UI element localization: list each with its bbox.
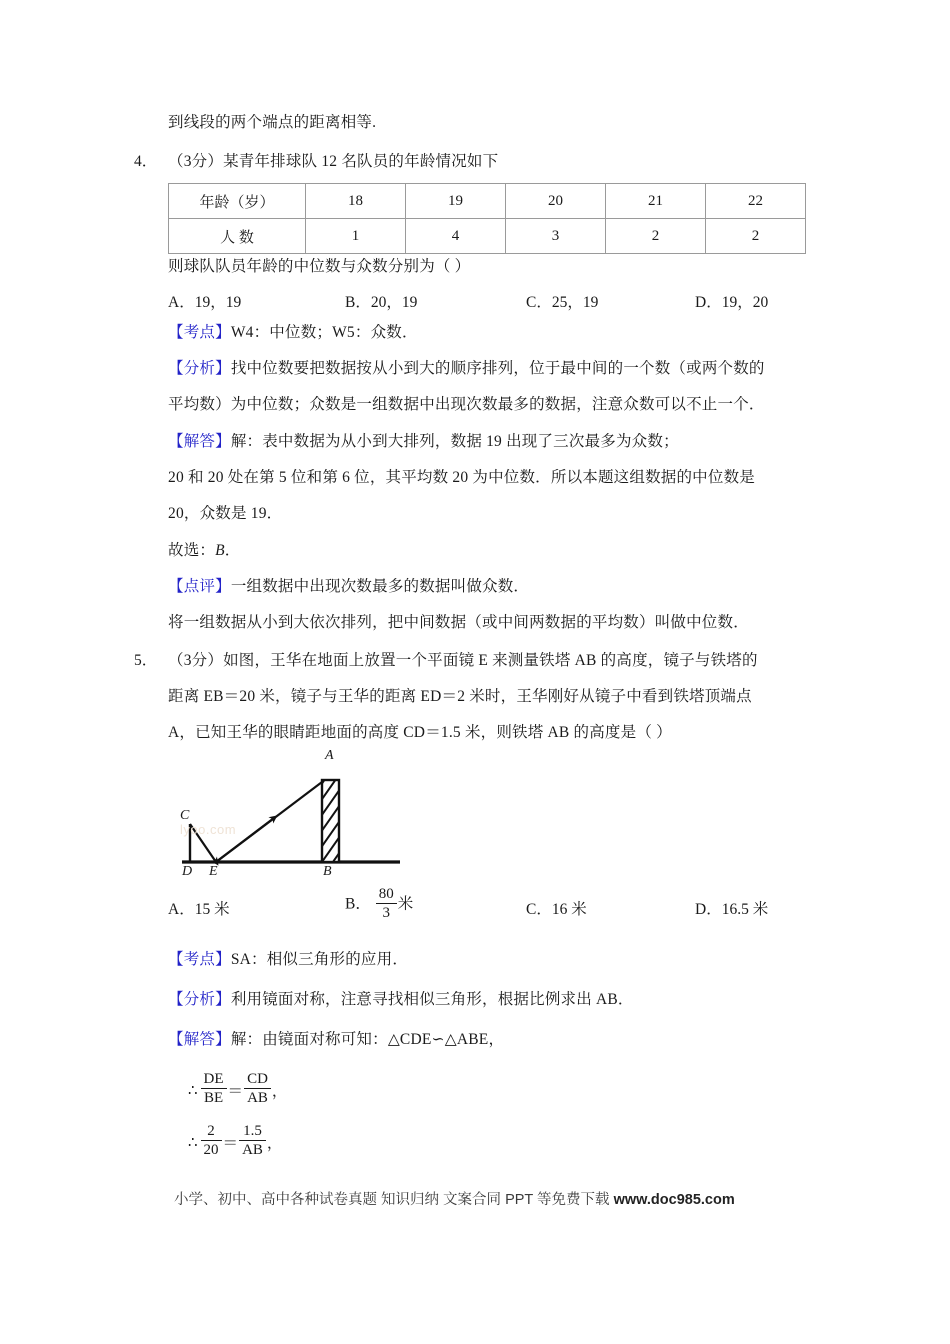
equation-1-right-fraction	[244, 1071, 271, 1107]
question-4-stem-text: 某青年排球队 12 名队员的年龄情况如下	[223, 153, 499, 170]
figure-label-a: A	[325, 748, 334, 763]
choice-b[interactable]	[345, 290, 417, 312]
choice-a-key: A．	[168, 294, 195, 311]
question-4-choices	[168, 290, 868, 314]
age-cell: 20	[506, 184, 606, 219]
figure-watermark: lyoo.com	[180, 822, 237, 837]
dianping-content-1: 一组数据中出现次数最多的数据叫做众数．	[230, 578, 530, 595]
equation-2-relation: ＝	[222, 1135, 239, 1152]
age-cell: 19	[406, 184, 506, 219]
jieda-content: 解：由镜面对称可知：△CDE∽△ABE，	[230, 1031, 505, 1048]
fraction-denominator: AB	[242, 1142, 263, 1158]
kaodian-tag: 【考点】	[168, 324, 231, 341]
choice-b-text: 米	[397, 895, 414, 913]
answer-suffix: ．	[224, 542, 241, 559]
fraction-numerator: 2	[201, 1123, 222, 1141]
footer-text: 小学、初中、高中各种试卷真题 知识归纳 文案合同 PPT 等免费下载	[174, 1192, 610, 1208]
age-cell: 22	[706, 184, 806, 219]
fraction-denominator: 20	[203, 1142, 219, 1158]
count-cell: 1	[306, 219, 406, 254]
equation-1	[188, 1072, 287, 1108]
age-cell: 21	[606, 184, 706, 219]
question-4-dianping-line-2: 将一组数据从小到大依次排列，把中间数据（或中间两数据的平均数）叫做中位数．	[168, 614, 749, 631]
choice-c-key: C．	[526, 294, 552, 311]
count-cell: 2	[606, 219, 706, 254]
fraction-numerator: 80	[376, 886, 397, 904]
question-5-fenxi	[168, 990, 634, 1010]
choice-d-text: 16.5 米	[721, 901, 769, 918]
choice-b-text: 20，19	[370, 294, 418, 311]
choice-d[interactable]	[695, 290, 768, 312]
question-4-jieda-line-2: 20 和 20 处在第 5 位和第 6 位，其平均数 20 为中位数．所以本题这组数据的中位数是	[168, 469, 755, 486]
equation-1-suffix: ，	[271, 1083, 288, 1100]
equation-2-suffix: ，	[266, 1135, 283, 1152]
question-4-number: 4．	[134, 153, 158, 170]
row-header-count: 人 数	[169, 219, 306, 254]
fraction-numerator: DE	[201, 1071, 227, 1089]
fraction-denominator: BE	[203, 1090, 224, 1106]
table-row-counts	[169, 219, 806, 254]
fraction-numerator: 1.5	[239, 1123, 266, 1141]
question-4-jieda-line-3: 20，众数是 19．	[168, 505, 283, 522]
count-cell: 3	[506, 219, 606, 254]
continuation-text: 到线段的两个端点的距离相等.	[168, 114, 377, 131]
equation-1-relation: ＝	[227, 1083, 244, 1100]
fenxi-content-1: 找中位数要把数据按从小到大的顺序排列，位于最中间的一个数（或两个数的	[230, 360, 765, 377]
fenxi-tag: 【分析】	[168, 360, 231, 377]
figure-label-b: B	[323, 864, 332, 879]
question-5-stem-line-3: A，已知王华的眼睛距地面的高度 CD＝1.5 米，则铁塔 AB 的高度是（ ）	[168, 724, 672, 741]
question-5-stem-line-1	[168, 651, 758, 671]
age-cell: 18	[306, 184, 406, 219]
choice-b-key: B．	[345, 895, 371, 913]
choice-b-key: B．	[345, 294, 371, 311]
question-4-stem	[168, 152, 498, 172]
page-footer	[174, 1188, 735, 1209]
count-cell: 4	[406, 219, 506, 254]
therefore-symbol-2: ∴	[188, 1134, 198, 1151]
question-4-prompt: 则球队队员年龄的中位数与众数分别为（ ）	[168, 258, 471, 275]
question-4-answer	[168, 541, 240, 561]
kaodian-content: W4：中位数；W5：众数．	[230, 324, 418, 341]
count-cell: 2	[706, 219, 806, 254]
equation-2-left-fraction	[201, 1123, 222, 1159]
mirror-tower-figure	[178, 748, 428, 900]
kaodian-tag: 【考点】	[168, 951, 231, 968]
question-5-stem-text-1: 如图，王华在地面上放置一个平面镜 E 来测量铁塔 AB 的高度，镜子与铁塔的	[223, 652, 758, 669]
row-header-age: 年龄（岁）	[169, 184, 306, 219]
figure-label-e: E	[209, 864, 218, 879]
question-4-jieda-line-1	[168, 432, 679, 452]
choice-a[interactable]	[168, 897, 230, 919]
age-distribution-table	[168, 183, 806, 254]
kaodian-content: SA：相似三角形的应用．	[230, 951, 409, 968]
jieda-tag: 【解答】	[168, 1031, 231, 1048]
choice-d-key: D．	[695, 901, 722, 918]
question-5-number: 5．	[134, 652, 158, 669]
footer-url[interactable]: www.doc985.com	[613, 1192, 735, 1208]
choice-c-text: 25，19	[551, 294, 599, 311]
fraction-denominator: AB	[247, 1090, 268, 1106]
question-4-kaodian	[168, 323, 418, 343]
table-row-ages	[169, 184, 806, 219]
question-4-dianping-line-1	[168, 577, 529, 597]
figure-label-c: C	[180, 808, 190, 823]
answer-letter: B	[215, 542, 225, 559]
choice-a[interactable]	[168, 290, 241, 312]
tower-ab-shape	[322, 780, 339, 862]
choice-c[interactable]	[526, 290, 598, 312]
choice-d-text: 19，20	[721, 294, 769, 311]
question-4-points: （3分）	[168, 153, 224, 170]
fraction-numerator: CD	[244, 1071, 271, 1089]
equation-2-right-fraction	[239, 1123, 266, 1159]
question-4-fenxi-line-1	[168, 359, 765, 379]
choice-a-text: 15 米	[194, 901, 230, 918]
choice-b[interactable]	[345, 887, 413, 923]
equation-1-left-fraction	[201, 1071, 227, 1107]
question-5-stem-line-2: 距离 EB＝20 米，镜子与王华的距离 ED＝2 米时，王华刚好从镜子中看到铁塔顶端点	[168, 688, 752, 705]
jieda-tag: 【解答】	[168, 433, 231, 450]
choice-d-key: D．	[695, 294, 722, 311]
fenxi-content: 利用镜面对称，注意寻找相似三角形，根据比例求出 AB．	[230, 991, 634, 1008]
jieda-content-1: 解：表中数据为从小到大排列，数据 19 出现了三次最多为众数；	[230, 433, 679, 450]
choice-b-fraction	[376, 886, 397, 922]
choice-c-key: C．	[526, 901, 552, 918]
choice-c-text: 16 米	[551, 901, 587, 918]
question-4-fenxi-line-2: 平均数）为中位数；众数是一组数据中出现次数最多的数据，注意众数可以不止一个．	[168, 396, 765, 413]
question-5-choices	[168, 886, 868, 937]
question-5-jieda	[168, 1030, 504, 1050]
figure-label-d: D	[182, 864, 193, 879]
answer-prefix: 故选：	[168, 542, 216, 559]
choice-c[interactable]	[526, 897, 587, 919]
fenxi-tag: 【分析】	[168, 991, 231, 1008]
fraction-denominator: 3	[382, 905, 390, 921]
choice-a-key: A．	[168, 901, 195, 918]
dianping-tag: 【点评】	[168, 578, 231, 595]
question-5-kaodian	[168, 950, 408, 970]
question-5-points: （3分）	[168, 652, 224, 669]
choice-a-text: 19，19	[194, 294, 242, 311]
equation-2	[188, 1124, 282, 1160]
choice-d[interactable]	[695, 897, 768, 919]
therefore-symbol-1: ∴	[188, 1082, 198, 1099]
